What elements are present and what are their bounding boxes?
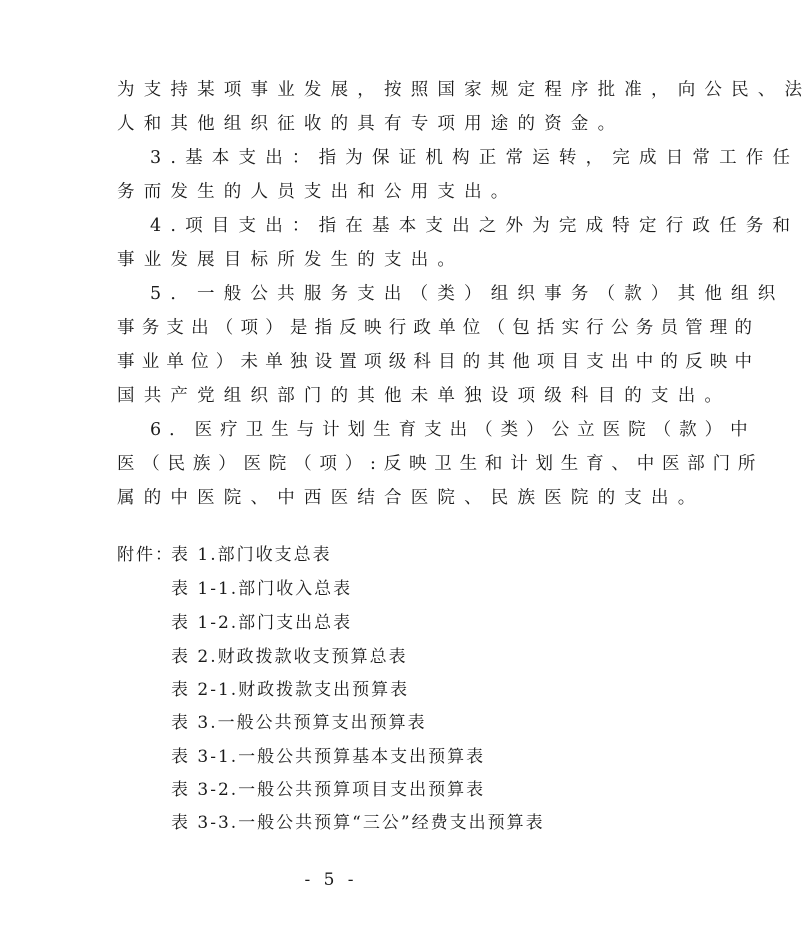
annex-item: 表 3-3.一般公共预算“三公”经费支出预算表 [171,813,545,833]
paragraph-line: 事业发展目标所发生的支出。 [117,250,465,270]
annex-item: 表 1.部门收支总表 [171,545,332,565]
paragraph-line: 3.基本支出：指为保证机构正常运转，完成日常工作任 [150,148,800,168]
paragraph-line: 人和其他组织征收的具有专项用途的资金。 [117,114,625,134]
annex-item: 表 3-1.一般公共预算基本支出预算表 [171,747,486,767]
annex-item: 表 3-2.一般公共预算项目支出预算表 [171,780,486,800]
annex-label: 附件： [117,545,174,565]
paragraph-line: 4.项目支出：指在基本支出之外为完成特定行政任务和 [150,216,800,236]
paragraph-line: 6．医疗卫生与计划生育支出（类）公立医院（款）中 [150,420,756,440]
annex-item: 表 2.财政拨款收支预算总表 [171,647,408,667]
paragraph-line: 属的中医院、中西医结合医院、民族医院的支出。 [117,488,705,508]
paragraph-line: 务而发生的人员支出和公用支出。 [117,182,518,202]
paragraph-line: 国共产党组织部门的其他未单独设项级科目的支出。 [117,386,732,406]
page-number: - 5 - [304,870,358,890]
annex-item: 表 2-1.财政拨款支出预算表 [171,680,410,700]
paragraph-line: 事业单位）未单独设置项级科目的其他项目支出中的反映中 [117,352,760,372]
paragraph-line: 为支持某项事业发展，按照国家规定程序批准，向公民、法 [117,80,811,100]
paragraph-line: 医（民族）医院（项）:反映卫生和计划生育、中医部门所 [117,454,764,474]
paragraph-line: 5．一般公共服务支出（类）组织事务（款）其他组织 [150,284,785,304]
annex-item: 表 3.一般公共预算支出预算表 [171,713,427,733]
annex-item: 表 1-2.部门支出总表 [171,613,353,633]
paragraph-line: 事务支出（项）是指反映行政单位（包括实行公务员管理的 [117,318,760,338]
annex-item: 表 1-1.部门收入总表 [171,579,353,599]
